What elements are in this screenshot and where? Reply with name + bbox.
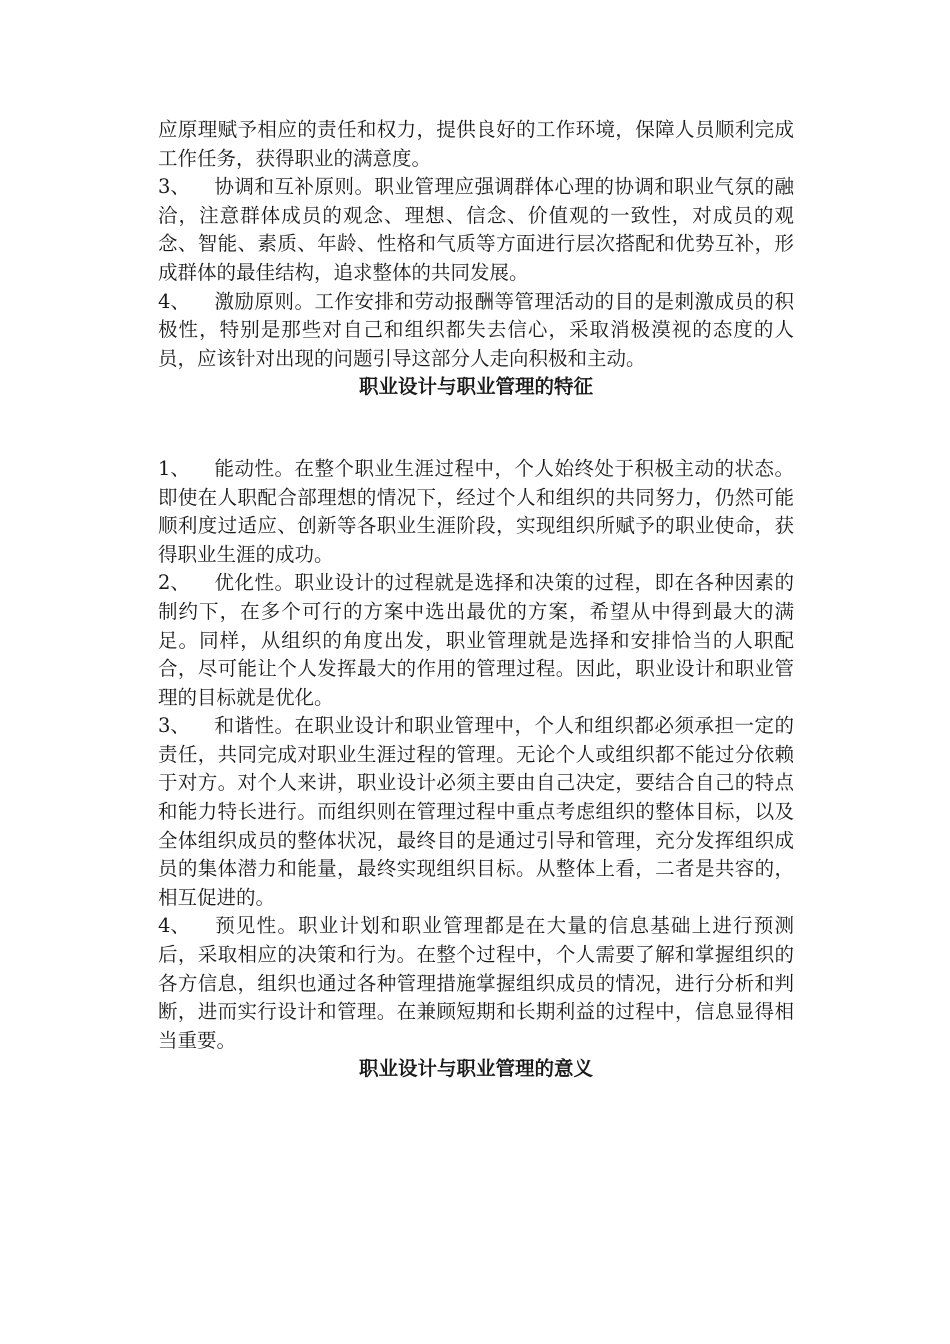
principle-item (158, 288, 794, 374)
feature-item (158, 569, 794, 712)
principle-item (158, 173, 794, 287)
item-text: 能动性。在整个职业生涯过程中，个人始终处于积极主动的状态。即使在人职配合部理想的情况下，经过个人和组织的共同努力，仍然可能顺利度过适应、创新等各职业生涯阶段，实现组织所赋予的职业使命，获得职业生涯的成功。 (158, 456, 794, 566)
item-text: 协调和互补原则。职业管理应强调群体心理的协调和职业气氛的融洽，注意群体成员的观念、理想、信念、价值观的一致性，对成员的观念、智能、素质、年龄、性格和气质等方面进行层次搭配和优势互补，形成群体的最佳结构，追求整体的共同发展。 (158, 175, 794, 284)
item-number: 3、 (158, 714, 190, 738)
item-text: 优化性。职业设计的过程就是选择和决策的过程，即在各种因素的制约下，在多个可行的方案中选出最优的方案，希望从中得到最大的满足。同样，从组织的角度出发，职业管理就是选择和安排恰当的人职配合，尽可能让个人发挥最大的作用的管理过程。因此，职业设计和职业管理的目标就是优化。 (158, 571, 794, 709)
item-number: 3、 (158, 175, 190, 199)
feature-item (158, 912, 794, 1055)
item-number: 1、 (158, 456, 190, 480)
item-text: 激励原则。工作安排和劳动报酬等管理活动的目的是刺激成员的积极性，特别是那些对自己和组织都失去信心，采取消极漠视的态度的人员，应该针对出现的问题引导这部分人走向积极和主动。 (158, 289, 794, 370)
section-heading-significance: 职业设计与职业管理的意义 (358, 1057, 593, 1081)
item-number: 4、 (158, 289, 190, 313)
intro-paragraph: 应原理赋予相应的责任和权力，提供良好的工作环境，保障人员顺利完成工作任务，获得职业的满意度。 (158, 118, 794, 170)
feature-item (158, 455, 794, 569)
document-page (158, 116, 794, 1084)
item-text: 预见性。职业计划和职业管理都是在大量的信息基础上进行预测后，采取相应的决策和行为。在整个过程中，个人需要了解和掌握组织的各方信息，组织也通过各种管理措施掌握组织成员的情况，进行分析和判断，进而实行设计和管理。在兼顾短期和长期利益的过程中，信息显得相当重要。 (158, 914, 794, 1052)
item-number: 2、 (158, 571, 190, 595)
item-number: 4、 (158, 914, 190, 938)
feature-item (158, 712, 794, 912)
section-heading-features: 职业设计与职业管理的特征 (358, 375, 593, 399)
item-text: 和谐性。在职业设计和职业管理中，个人和组织都必须承担一定的责任，共同完成对职业生涯过程的管理。无论个人或组织都不能过分依赖于对方。对个人来讲，职业设计必须主要由自己决定，要结合自己的特点和能力特长进行。而组织则在管理过程中重点考虑组织的整体目标，以及全体组织成员的整体状况，最终目的是通过引导和管理，充分发挥组织成员的集体潜力和能量，最终实现组织目标。从整体上看，二者是共容的，相互促进的。 (158, 714, 794, 909)
